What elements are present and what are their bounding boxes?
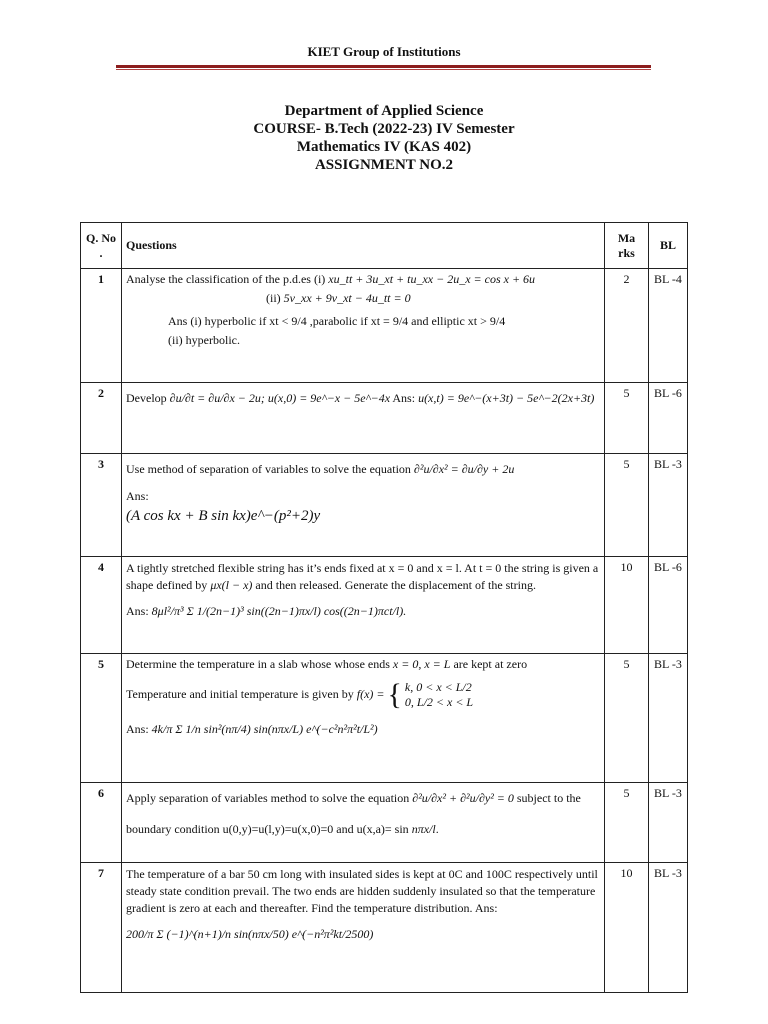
marks-cell: 5 [605, 654, 649, 783]
question-text [122, 454, 605, 557]
q4-text-a: A tightly stretched flexible string has it’s ends fixed at x = 0 and x = l. At t = 0 the string is given a shape defined by [126, 561, 599, 592]
q2-answer: u(x,t) = 9e^−(x+3t) − 5e^−2(2x+3t) [418, 391, 595, 405]
table-row [81, 269, 688, 383]
table-row [81, 454, 688, 557]
q2-ans-label: Ans: [392, 391, 416, 405]
q5-case1: k, 0 < x < L/2 [404, 680, 472, 694]
bl-cell: BL -3 [649, 783, 688, 863]
question-number: 5 [81, 654, 122, 783]
q3-equation: ∂²u/∂x² = ∂u/∂y + 2u [413, 462, 515, 476]
q6-bc: nπx/l [411, 822, 436, 836]
q5-brace: { [387, 678, 402, 711]
table-header-row [81, 223, 688, 269]
bl-cell: BL -6 [649, 383, 688, 454]
q4-shape: μx(l − x) [210, 578, 253, 592]
q2-text: Develop [126, 391, 167, 405]
bl-cell: BL -3 [649, 654, 688, 783]
col-no-header: Q. No . [81, 223, 122, 269]
q4-answer: 8μl²/π³ Σ 1/(2n−1)³ sin((2n−1)πx/l) cos((2n−1)πct/l). [151, 604, 407, 618]
question-text: Apply separation of variables method to solve the equation ∂²u/∂x² + ∂²u/∂y² = 0 subject to the boundary condition u(0,y)=u(l,y)=u(x,0)=0 and u(x,a)= sin nπx/l. [122, 783, 605, 863]
q5-case2: 0, L/2 < x < L [404, 695, 474, 709]
q1-eq1: xu_tt + 3u_xt + tu_xx − 2u_x = cos x + 6u [328, 272, 536, 286]
institution-header: KIET Group of Institutions [307, 44, 461, 59]
q2-equation: ∂u/∂t = ∂u/∂x − 2u; u(x,0) = 9e^−x − 5e^−4x [169, 391, 391, 405]
col-marks-header: Ma rks [605, 223, 649, 269]
q5-answer: 4k/π Σ 1/n sin²(nπ/4) sin(nπx/L) e^(−c²n²π²t/L²) [151, 722, 378, 736]
q5-ans-label: Ans: [126, 722, 149, 736]
q5-fx: f(x) = [356, 686, 385, 701]
table-row [81, 863, 688, 993]
assignment-title: ASSIGNMENT NO.2 [314, 157, 454, 173]
course-title: COURSE- B.Tech (2022-23) IV Semester [253, 121, 515, 137]
bl-cell: BL -6 [649, 557, 688, 654]
header-rule-thin [116, 69, 651, 70]
question-number: 3 [81, 454, 122, 557]
q7-text: The temperature of a bar 50 cm long with insulated sides is kept at 0C and 100C respectively until steady state condition prevail. The two ends are hidden suddenly insulated so that the temperature gradient is zero at each and thereafter. Find the temperature distribution. Ans: [126, 867, 598, 915]
bl-cell: BL -4 [649, 269, 688, 383]
table-row [81, 654, 688, 783]
q7-answer: 200/π Σ (−1)^(n+1)/n sin(nπx/50) e^(−n²π²kt/2500) [126, 927, 374, 941]
q5-cases [405, 680, 473, 710]
title-block [0, 102, 768, 174]
marks-cell: 10 [605, 863, 649, 993]
q5-text-b: are kept at zero [453, 657, 528, 671]
q1-eq2: 5v_xx + 9v_xt − 4u_tt = 0 [283, 291, 411, 305]
q1-eq2-prefix: (ii) [266, 291, 281, 305]
q5-ends: x = 0, x = L [392, 657, 451, 671]
question-number: 2 [81, 383, 122, 454]
header-rule [116, 65, 651, 68]
question-text [122, 654, 605, 783]
q4-ans-label: Ans: [126, 604, 149, 618]
q3-answer: (A cos kx + B sin kx)e^−(p²+2)y [126, 508, 321, 524]
bl-cell: BL -3 [649, 454, 688, 557]
table-row [81, 557, 688, 654]
question-text [122, 269, 605, 383]
department-title: Department of Applied Science [284, 103, 484, 119]
q6-equation: ∂²u/∂x² + ∂²u/∂y² = 0 [412, 791, 514, 805]
marks-cell: 5 [605, 454, 649, 557]
q6-text-b: subject to the [516, 791, 581, 805]
q3-ans-label: Ans: [126, 489, 149, 503]
question-text [122, 557, 605, 654]
col-bl-header: BL [649, 223, 688, 269]
bl-cell: BL -3 [649, 863, 688, 993]
question-text [122, 863, 605, 993]
question-number: 4 [81, 557, 122, 654]
q6-text-a: Apply separation of variables method to solve the equation [126, 791, 410, 805]
marks-cell: 2 [605, 269, 649, 383]
question-number: 6 [81, 783, 122, 863]
subject-title: Mathematics IV (KAS 402) [296, 139, 472, 155]
assignment-table [80, 222, 688, 993]
col-questions-header: Questions [122, 223, 605, 269]
q6-text-c: boundary condition u(0,y)=u(l,y)=u(x,0)=0 and u(x,a)= sin [126, 822, 409, 836]
q3-text: Use method of separation of variables to solve the equation [126, 462, 411, 476]
q5-text-c: Temperature and initial temperature is given by [126, 686, 354, 701]
q1-answer-line1: Ans (i) hyperbolic if xt < 9/4 ,parabolic if xt = 9/4 and elliptic xt > 9/4 [168, 314, 506, 328]
marks-cell: 5 [605, 383, 649, 454]
question-number: 1 [81, 269, 122, 383]
table-row [81, 783, 688, 863]
q4-text-b: and then released. Generate the displacement of the string. [255, 578, 536, 592]
question-number: 7 [81, 863, 122, 993]
marks-cell: 5 [605, 783, 649, 863]
question-text [122, 383, 605, 454]
q5-text-a: Determine the temperature in a slab whose whose ends [126, 657, 390, 671]
q1-answer-line2: (ii) hyperbolic. [168, 333, 240, 347]
table-row [81, 383, 688, 454]
marks-cell: 10 [605, 557, 649, 654]
q1-intro: Analyse the classification of the p.d.es (i) [126, 272, 326, 286]
